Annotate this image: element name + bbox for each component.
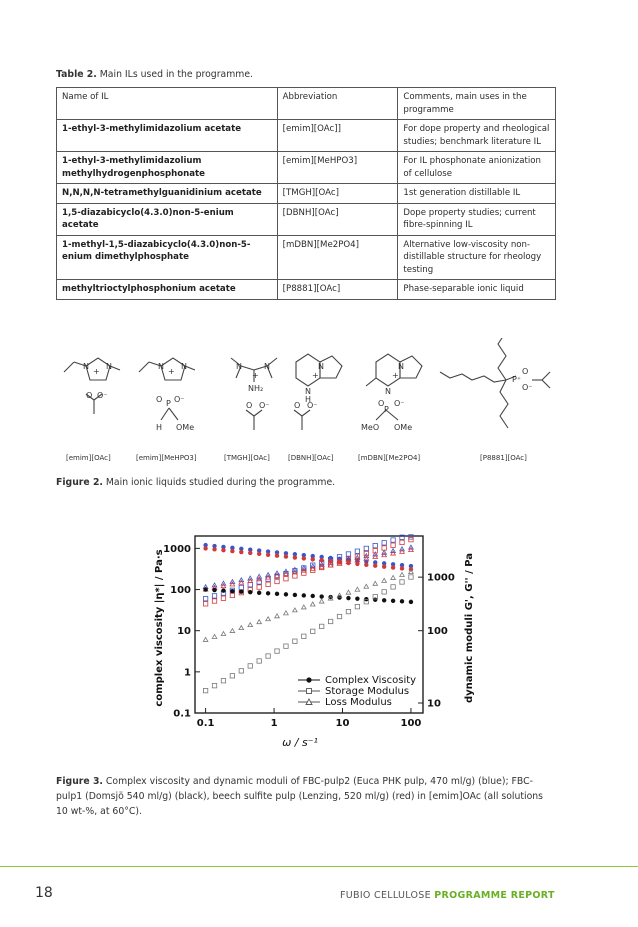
- complex-viscosity-point: [373, 564, 377, 568]
- footer-divider: [0, 866, 638, 867]
- complex-viscosity-point: [391, 599, 395, 603]
- table-cell-name: 1-ethyl-3-methylimidazolium acetate: [57, 120, 278, 152]
- complex-viscosity-point: [311, 557, 315, 561]
- table-header: Abbreviation: [277, 88, 398, 120]
- y-tick-label-left: 1000: [163, 543, 191, 555]
- table-cell-abbr: [emim][OAc]]: [277, 120, 398, 152]
- table-cell-name: 1-ethyl-3-methylimidazolium methylhydrogenphosphonate: [57, 152, 278, 184]
- svg-text:O: O: [522, 367, 529, 376]
- legend-complex-viscosity: Complex Viscosity: [325, 675, 417, 686]
- table-caption-text: Main ILs used in the programme.: [96, 69, 254, 80]
- svg-text:N: N: [398, 362, 404, 371]
- figure2-caption-text: Main ionic liquids studied during the programme.: [102, 477, 336, 488]
- y-tick-label-left: 0.1: [173, 708, 191, 720]
- x-tick-label: 1: [270, 718, 278, 729]
- complex-viscosity-point: [382, 598, 386, 602]
- svg-text:NH₂: NH₂: [248, 384, 264, 393]
- figure2-caption-label: Figure 2.: [56, 477, 103, 488]
- figure3-caption-label: Figure 3.: [56, 776, 103, 787]
- x-tick-label: 10: [335, 718, 350, 729]
- table-cell-abbr: [DBNH][OAc]: [277, 203, 398, 235]
- svg-text:+: +: [168, 367, 175, 376]
- svg-text:N: N: [318, 362, 324, 371]
- table-cell-name: methyltrioctylphosphonium acetate: [57, 280, 278, 300]
- table-cell-name: 1-methyl-1,5-diazabicyclo(4.3.0)non-5-enium dimethylphosphate: [57, 235, 278, 280]
- complex-viscosity-point: [391, 565, 395, 569]
- svg-text:P⁺: P⁺: [512, 375, 522, 384]
- svg-text:O⁻: O⁻: [522, 383, 533, 392]
- table-header: Comments, main uses in the programme: [398, 88, 556, 120]
- table-cell-comment: For IL phosphonate anionization of cellulose: [398, 152, 556, 184]
- table-cell-comment: Alternative low-viscosity non-distillable structure for rheology testing: [398, 235, 556, 280]
- mdbn-me2po4-structure: [366, 354, 422, 420]
- svg-text:+: +: [312, 371, 319, 380]
- svg-text:O: O: [294, 401, 301, 410]
- complex-viscosity-point: [275, 553, 279, 557]
- ionic-liquid-structures-figure: [56, 338, 566, 468]
- legend-storage-modulus: Storage Modulus: [325, 686, 410, 697]
- table-row: [57, 152, 556, 184]
- x-tick-label: 100: [400, 718, 422, 729]
- figure2-caption: [56, 475, 335, 490]
- svg-text:O: O: [378, 399, 385, 408]
- x-tick-label: 0.1: [196, 718, 215, 729]
- complex-viscosity-point: [284, 592, 288, 596]
- complex-viscosity-point: [239, 589, 243, 593]
- structure-label: [emim][MeHPO3]: [136, 454, 197, 462]
- complex-viscosity-point: [346, 596, 350, 600]
- svg-text:H: H: [305, 395, 312, 404]
- complex-viscosity-point: [373, 598, 377, 602]
- y-tick-label-right: 1000: [427, 572, 455, 584]
- complex-viscosity-point: [284, 554, 288, 558]
- table-cell-comment: 1st generation distillable IL: [398, 184, 556, 204]
- table-header-row: [57, 88, 556, 120]
- y-tick-label-left: 100: [170, 585, 191, 597]
- complex-viscosity-point: [355, 596, 359, 600]
- svg-text:H: H: [156, 423, 163, 432]
- table-header: Name of IL: [57, 88, 278, 120]
- svg-text:P: P: [166, 399, 171, 408]
- svg-text:OMe: OMe: [176, 423, 195, 432]
- complex-viscosity-point: [355, 562, 359, 566]
- svg-text:+: +: [93, 367, 100, 376]
- complex-viscosity-point: [400, 566, 404, 570]
- complex-viscosity-point: [221, 548, 225, 552]
- structure-label: [TMGH][OAc]: [224, 454, 270, 462]
- table-cell-abbr: [mDBN][Me2PO4]: [277, 235, 398, 280]
- footer-title: [340, 890, 555, 901]
- rheology-chart: [150, 528, 485, 753]
- complex-viscosity-point: [319, 558, 323, 562]
- structure-label: [P8881][OAc]: [480, 454, 527, 462]
- svg-text:N: N: [305, 387, 311, 396]
- svg-text:MeO: MeO: [361, 423, 380, 432]
- complex-viscosity-point: [230, 549, 234, 553]
- svg-text:+: +: [252, 371, 259, 380]
- table-row: [57, 280, 556, 300]
- y-axis-label-right: dynamic moduli G', G'' / Pa: [464, 552, 475, 704]
- footer-title-accent: PROGRAMME REPORT: [434, 890, 555, 901]
- svg-text:O⁻: O⁻: [259, 401, 270, 410]
- figure3-caption-text: Complex viscosity and dynamic moduli of FBC-pulp2 (Euca PHK pulp, 470 ml/g) (blue); FBC-pulp1 (Domsjö 540 ml/g) (black), beech sulfite pulp (Lenzing, 520 ml/g) (red) in [emim]OAc (all solutions 10 wt-%, at 60°C).: [56, 776, 544, 817]
- complex-viscosity-point: [293, 555, 297, 559]
- complex-viscosity-point: [230, 589, 234, 593]
- complex-viscosity-point: [400, 599, 404, 603]
- complex-viscosity-point: [275, 592, 279, 596]
- complex-viscosity-point: [302, 593, 306, 597]
- ionic-liquids-table: [56, 87, 556, 300]
- svg-text:N: N: [106, 362, 112, 371]
- y-tick-label-right: 10: [427, 698, 441, 710]
- svg-text:O⁻: O⁻: [97, 391, 108, 400]
- table-row: [57, 184, 556, 204]
- complex-viscosity-point: [409, 600, 413, 604]
- svg-text:P: P: [384, 405, 389, 414]
- legend-loss-modulus: Loss Modulus: [325, 697, 392, 708]
- svg-text:OMe: OMe: [394, 423, 413, 432]
- svg-text:N: N: [83, 362, 89, 371]
- table-cell-name: N,N,N,N-tetramethylguanidinium acetate: [57, 184, 278, 204]
- svg-text:N: N: [264, 362, 270, 371]
- table-cell-comment: For dope property and rheological studies; benchmark literature IL: [398, 120, 556, 152]
- svg-text:O⁻: O⁻: [307, 401, 318, 410]
- svg-text:O: O: [246, 401, 253, 410]
- table-cell-abbr: [P8881][OAc]: [277, 280, 398, 300]
- complex-viscosity-point: [382, 564, 386, 568]
- table-caption: [56, 67, 253, 82]
- table-cell-name: 1,5-diazabicyclo(4.3.0)non-5-enium acetate: [57, 203, 278, 235]
- structure-label: [DBNH][OAc]: [288, 454, 334, 462]
- p8881-oac-structure: [440, 338, 550, 428]
- y-tick-label-left: 1: [184, 667, 191, 679]
- svg-text:N: N: [158, 362, 164, 371]
- svg-text:N: N: [385, 387, 391, 396]
- structure-label: [emim][OAc]: [66, 454, 111, 462]
- table-row: [57, 235, 556, 280]
- complex-viscosity-point: [266, 553, 270, 557]
- y-axis-label-left: complex viscosity |η*| / Pa·s: [154, 549, 165, 707]
- svg-text:N: N: [236, 362, 242, 371]
- table-cell-comment: Phase-separable ionic liquid: [398, 280, 556, 300]
- complex-viscosity-point: [248, 551, 252, 555]
- complex-viscosity-point: [212, 588, 216, 592]
- svg-text:+: +: [392, 371, 399, 380]
- complex-viscosity-point: [239, 550, 243, 554]
- complex-viscosity-point: [203, 587, 207, 591]
- complex-viscosity-point: [311, 594, 315, 598]
- footer-title-plain: FUBIO CELLULOSE: [340, 890, 435, 901]
- svg-text:O⁻: O⁻: [394, 399, 405, 408]
- complex-viscosity-point: [212, 547, 216, 551]
- complex-viscosity-point: [319, 594, 323, 598]
- table-cell-abbr: [emim][MeHPO3]: [277, 152, 398, 184]
- y-tick-label-right: 100: [427, 626, 448, 638]
- table-caption-label: Table 2.: [56, 69, 97, 80]
- structure-label: [mDBN][Me2PO4]: [358, 454, 421, 462]
- complex-viscosity-point: [302, 556, 306, 560]
- svg-text:N: N: [181, 362, 187, 371]
- svg-text:O⁻: O⁻: [174, 395, 185, 404]
- table-cell-abbr: [TMGH][OAc]: [277, 184, 398, 204]
- complex-viscosity-point: [257, 591, 261, 595]
- svg-text:O: O: [86, 391, 93, 400]
- complex-viscosity-point: [257, 552, 261, 556]
- svg-text:O: O: [156, 395, 163, 404]
- table-row: [57, 203, 556, 235]
- x-axis-label: ω / s⁻¹: [282, 736, 318, 749]
- page-number: 18: [35, 885, 53, 901]
- y-tick-label-left: 10: [177, 626, 191, 638]
- complex-viscosity-point: [293, 593, 297, 597]
- complex-viscosity-point: [248, 590, 252, 594]
- complex-viscosity-point: [203, 546, 207, 550]
- complex-viscosity-point: [266, 591, 270, 595]
- figure3-caption: [56, 774, 556, 819]
- complex-viscosity-point: [221, 588, 225, 592]
- table-row: [57, 120, 556, 152]
- complex-viscosity-point: [364, 563, 368, 567]
- table-cell-comment: Dope property studies; current fibre-spinning IL: [398, 203, 556, 235]
